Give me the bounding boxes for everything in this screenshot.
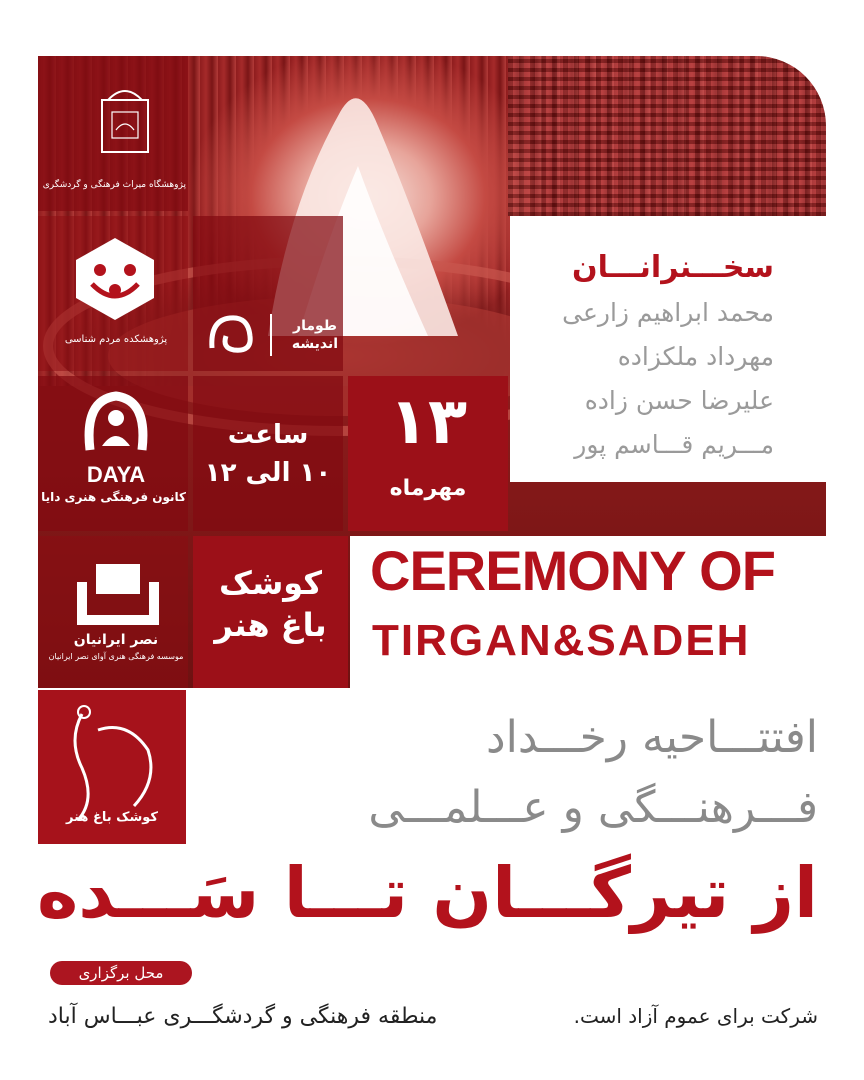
subtitle-line2: فـــرهنـــگی و عـــلمـــی (368, 782, 818, 833)
toumar-logo-icon (204, 300, 262, 358)
subtitle-line1: افتتـــاحیه رخـــداد (486, 712, 818, 763)
event-day: ۱۳ (388, 385, 468, 459)
speaker-name: مهرداد ملکزاده (617, 342, 774, 371)
time-label: ساعت (227, 420, 309, 450)
toumar-divider (270, 314, 272, 356)
koushk-logo-block (38, 690, 186, 844)
daya-logo-icon (80, 390, 152, 458)
venue-line2: باغ هنر (214, 606, 327, 644)
venue-pill: محل برگزاری (50, 961, 192, 985)
anthropology-logo-icon (70, 236, 160, 322)
event-month: مهرماه (389, 476, 467, 501)
time-range: ۱۰ الی ۱۲ (204, 458, 332, 488)
speakers-title: سخـــنرانـــان (572, 250, 774, 285)
english-title-line1: CEREMONY OF (370, 539, 775, 602)
speaker-name: علیرضا حسن زاده (584, 386, 774, 415)
venue-address: منطقه فرهنگی و گردشگـــری عبـــاس آباد (48, 1004, 438, 1029)
toumar-line1: طومار (293, 318, 337, 334)
main-title: از تیرگـــان تـــا سَـــده (36, 852, 818, 934)
heritage-emblem-icon (98, 82, 152, 168)
koushk-logo-text: کوشک باغ هنر (66, 810, 158, 825)
nasr-logo-icon (76, 560, 160, 626)
daya-caption: کانون فرهنگی هنری دایا (41, 490, 186, 504)
english-title-line2: TIRGAN&SADEH (372, 616, 751, 665)
speaker-name: مـــریم قـــاسم پور (574, 430, 774, 459)
time-tile (193, 376, 343, 531)
free-entry-note: شرکت برای عموم آزاد است. (573, 1004, 818, 1028)
nasr-brand: نصر ایرانیان (73, 632, 159, 648)
speaker-name: محمد ابراهیم زارعی (562, 298, 774, 327)
toumar-line2: اندیشه (291, 336, 339, 352)
venue-line1: کوشک (219, 564, 322, 602)
daya-brand: DAYA (86, 462, 146, 487)
nasr-caption: موسسه فرهنگی هنری آوای نصر ایرانیان (48, 652, 184, 661)
anthropology-name: پژوهشکده مردم شناسی (64, 334, 168, 345)
heritage-institute-name: پژوهشگاه میراث فرهنگی و گردشگری (42, 180, 186, 190)
